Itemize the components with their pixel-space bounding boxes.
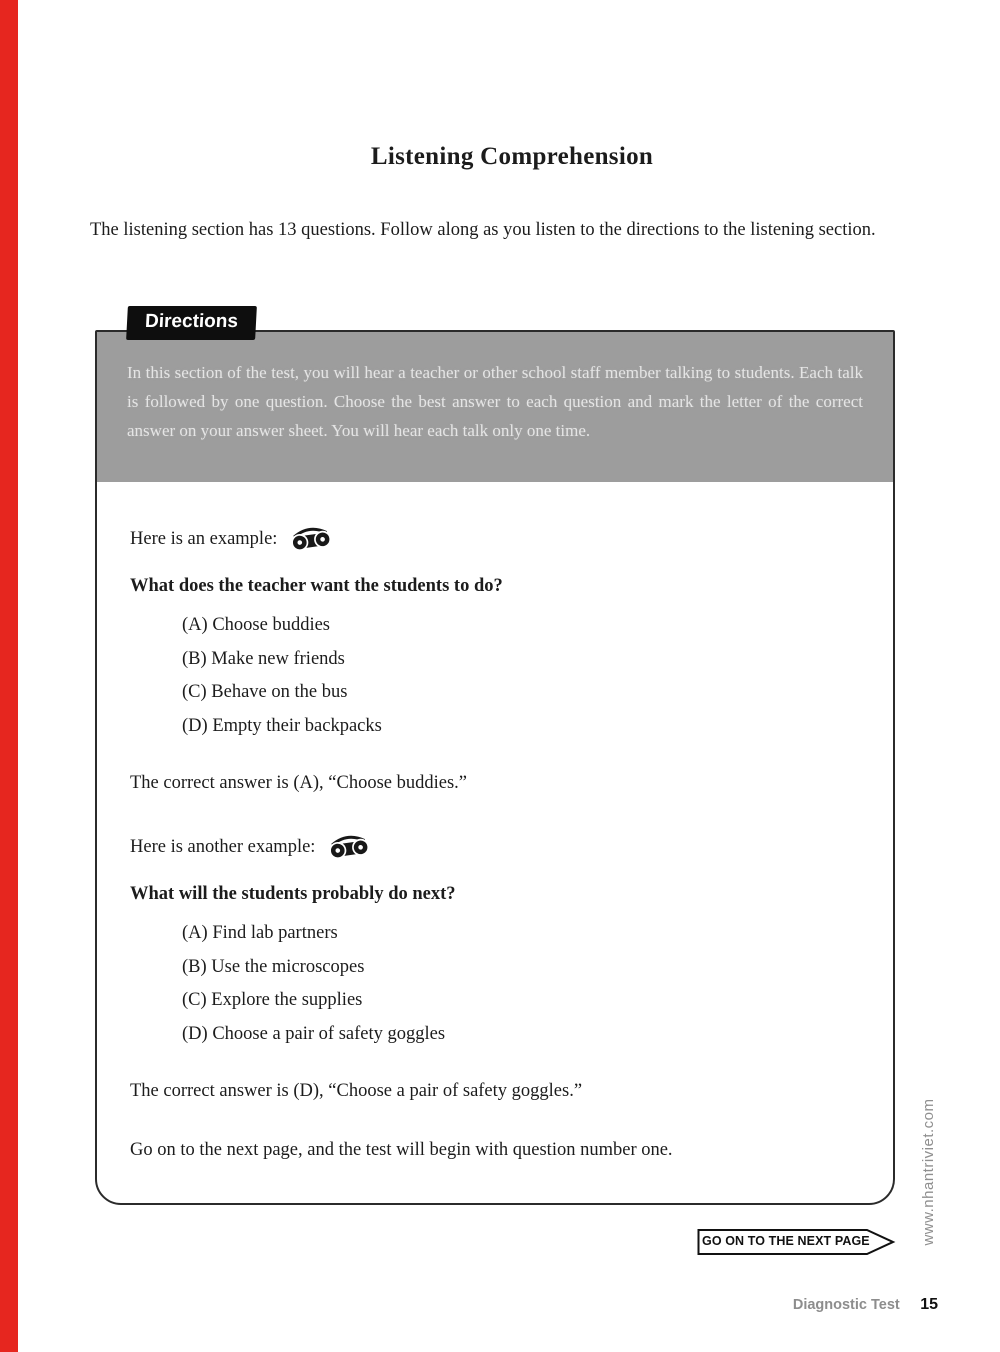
watermark-vertical-text: www.nhantriviet.com	[920, 1098, 937, 1246]
option-letter: (C)	[182, 682, 207, 702]
red-edge-strip	[0, 0, 18, 1352]
answer-option	[182, 643, 851, 677]
page-title: Listening Comprehension	[370, 143, 654, 170]
answer-option	[182, 984, 851, 1018]
option-text: Behave on the bus	[211, 682, 348, 702]
answer-option	[182, 917, 851, 951]
option-text: Make new friends	[211, 648, 345, 669]
example-2-lead-row	[130, 834, 851, 860]
directions-label: Directions	[126, 306, 257, 340]
content-box	[95, 330, 895, 1205]
example-2-answer: The correct answer is (D), “Choose a pair of safety goggles.”	[130, 1081, 583, 1101]
answer-option	[182, 676, 851, 710]
option-letter: (A)	[182, 615, 208, 635]
example-1-options	[130, 609, 851, 743]
go-on-banner-text: GO ON TO THE NEXT PAGE	[702, 1234, 870, 1248]
example-2-lead-text: Here is another example:	[130, 836, 316, 857]
directions-band	[97, 332, 893, 482]
example-1-lead-text: Here is an example:	[130, 528, 278, 549]
answer-option	[182, 609, 851, 643]
option-text: Choose a pair of safety goggles	[212, 1023, 446, 1044]
option-letter: (C)	[182, 990, 207, 1010]
page-footer	[0, 1296, 938, 1314]
answer-option	[182, 951, 851, 985]
footer-page-number: 15	[920, 1296, 938, 1313]
intro-paragraph: The listening section has 13 questions. Follow along as you listen to the directions to the listening section.	[90, 220, 876, 240]
answer-option	[182, 1018, 851, 1052]
examples-section	[97, 482, 893, 1161]
headphones-icon	[325, 834, 373, 861]
option-letter: (B)	[182, 648, 207, 669]
option-text: Find lab partners	[212, 923, 338, 943]
go-on-note: Go on to the next page, and the test will begin with question number one.	[130, 1140, 673, 1160]
option-text: Explore the supplies	[211, 990, 363, 1010]
headphones-icon	[287, 526, 335, 553]
answer-option	[182, 710, 851, 744]
option-text: Empty their backpacks	[212, 715, 382, 736]
go-on-banner	[697, 1228, 897, 1256]
option-letter: (D)	[182, 715, 208, 736]
option-letter: (D)	[182, 1023, 208, 1044]
example-2-options	[130, 917, 851, 1051]
example-1-lead-row	[130, 526, 851, 552]
example-2-question: What will the students probably do next?	[130, 884, 456, 904]
option-letter: (B)	[182, 956, 207, 977]
footer-section-label: Diagnostic Test	[792, 1297, 900, 1313]
example-1-question: What does the teacher want the students to do?	[130, 576, 503, 596]
option-text: Use the microscopes	[211, 956, 365, 977]
option-letter: (A)	[182, 923, 208, 943]
option-text: Choose buddies	[212, 615, 330, 635]
directions-text: In this section of the test, you will hear a teacher or other school staff member talking to students. Each talk is followed by one question. Choose the best answer to each question and mark the letter of the correct answer on your answer sheet. You will hear each talk only one time.	[127, 363, 863, 440]
example-1-answer: The correct answer is (A), “Choose buddies.”	[130, 773, 467, 793]
